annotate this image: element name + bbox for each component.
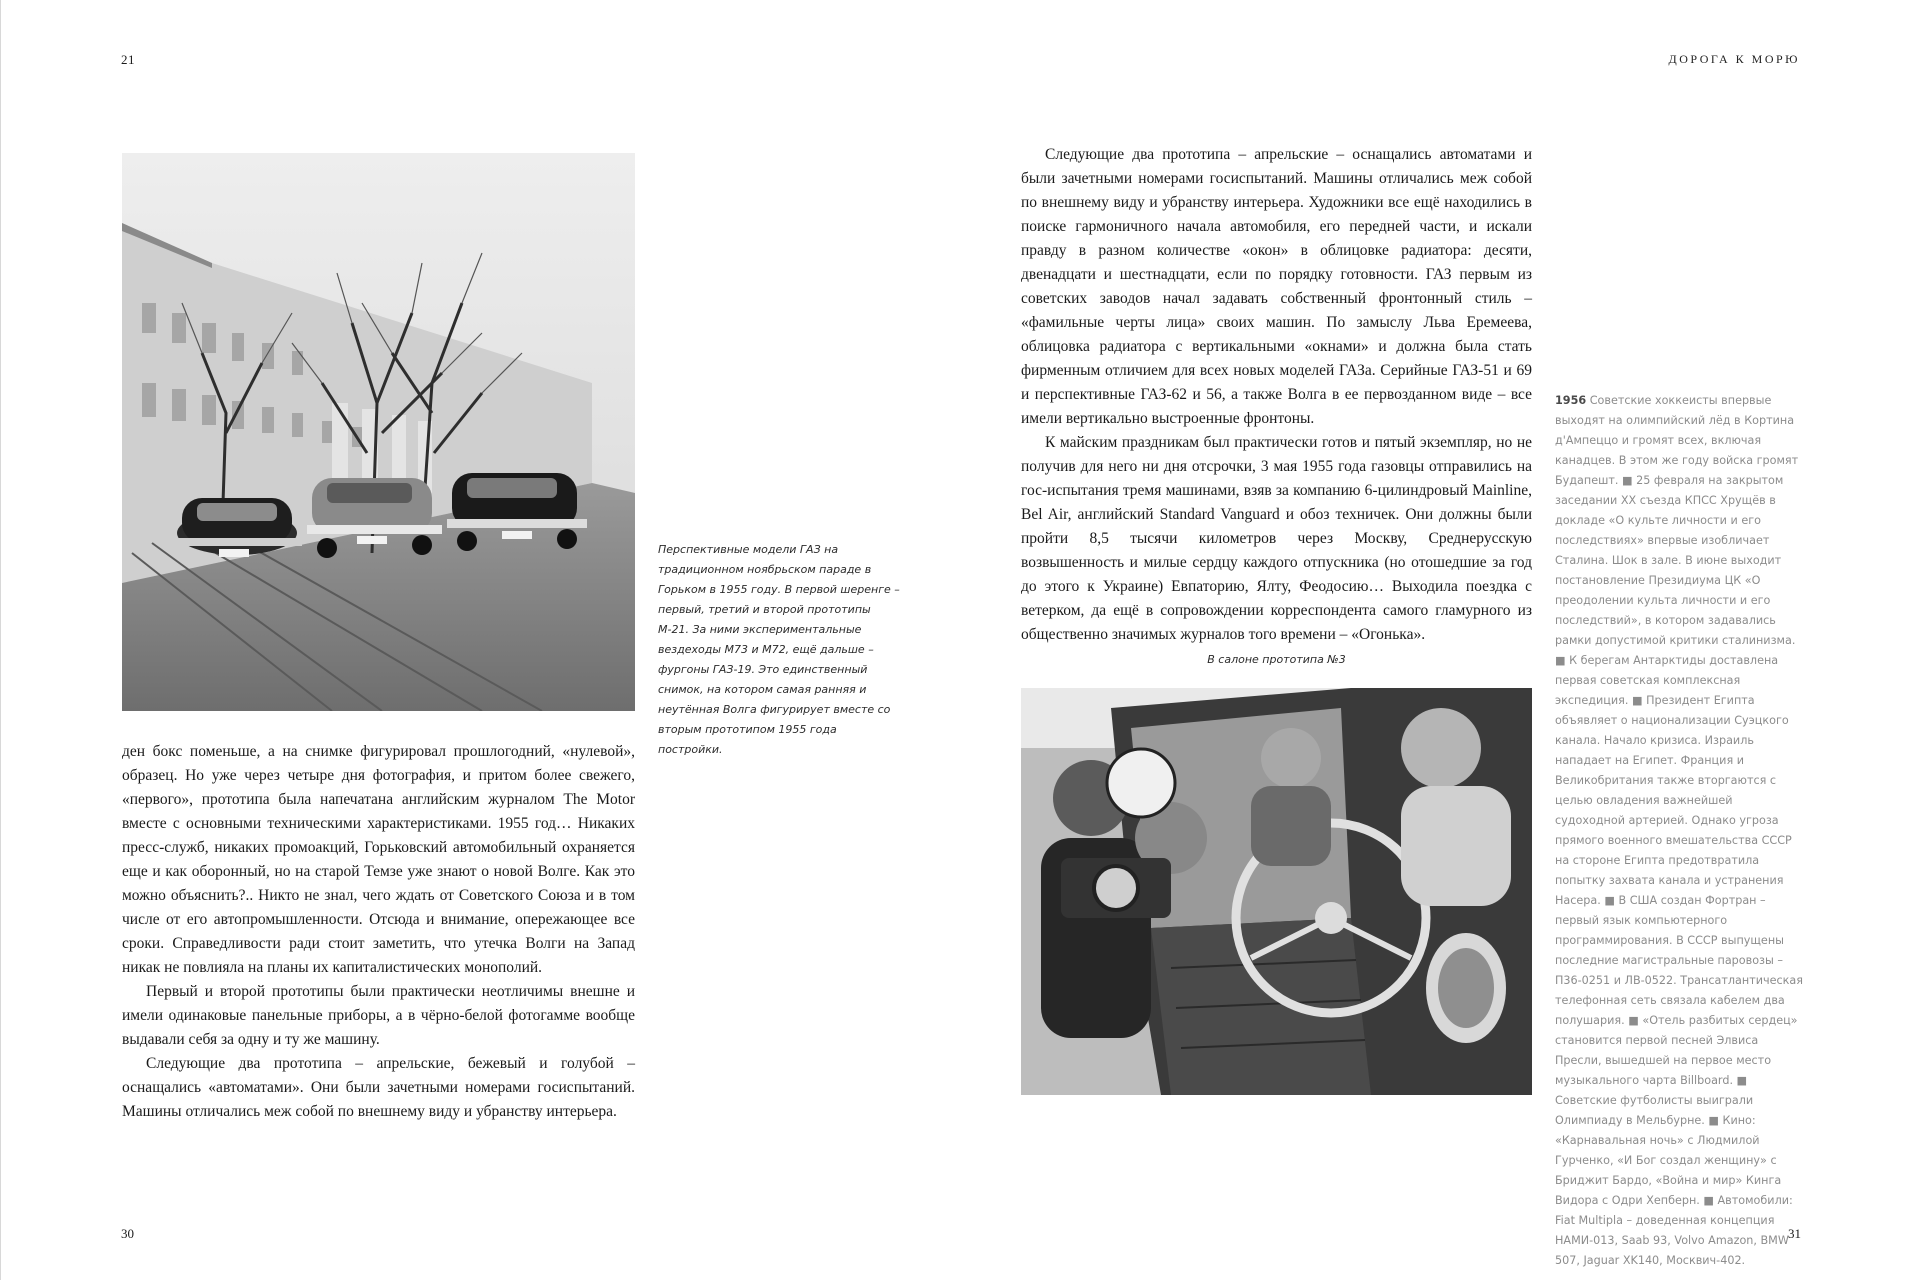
right-paragraph-2: К майским праздникам был практически готов и пятый экземпляр, но не получив для него ни дня отсрочки, 3 мая 1955 года газовцы отправились на гос-испытания тремя машинами, взяв за компанию 6-цилиндровый Mainline, Bel Air, английский Standard Vanguard и обоз техничек. Они должны были пройти 8,5 тысячи километров через Москву, Среднерусскую возвышенность и милые сердцу каждого отпускника (но отошедшие за год до этого к Украине) Евпаторию, Ялту, Феодосию… Выходила поездка с ветерком, да ещё в сопровождении корреспондента самого гламурного из общественно значимых журналов того времени – «Огонька».: [1021, 434, 1532, 643]
left-folio: 30: [121, 1226, 134, 1241]
timeline-year: 1956: [1555, 394, 1587, 407]
left-body-text: [122, 740, 635, 1124]
interior-photo-image: [1021, 688, 1532, 1095]
right-body-text: [1021, 143, 1532, 647]
left-running-number: 21: [121, 52, 135, 67]
left-paragraph-3: Следующие два прототипа – апрельские, бежевый и голубой – оснащались «автоматами». Они были зачетными номерами госиспытаний. Машины отличались меж собой по внешнему виду и убранству интерьера.: [122, 1055, 635, 1120]
interior-photo: [1021, 688, 1532, 1095]
right-folio: 31: [1788, 1226, 1801, 1241]
left-paragraph-2: Первый и второй прототипы были практически неотличимы внешне и имели одинаковые панельные приборы, а в чёрно-белой фотогамме вообще выдавали себя за одну и ту же машину.: [122, 983, 635, 1048]
left-paragraph-1: ден бокс поменьше, а на снимке фигурировал прошлогодний, «нулевой», образец. Но уже через четыре дня фотография, и притом более свежего, «первого», прототипа была напечатана английским журналом The Motor вместе с основными техническими характеристиками. 1955 год… Никаких пресс-служб, никаких промоакций, Горьковский автомобильный охраняется еще и как оборонный, но на старой Темзе уже знают о новой Волге. Как это можно объяснить?.. Никто не знал, чего ждать от Советского Союза и в том числе от его автопромышленности. Отсюда и внимание, опережающее все сроки. Справедливости ради стоит заметить, что утечка Волги на Запад никак не повлияла на планы их капиталистических монополий.: [122, 743, 635, 976]
timeline-text: Советские хоккеисты впервые выходят на олимпийский лёд в Кортина д'Ампеццо и громят всех, включая канадцев. В этом же году войска громят Будапешт. ■ 25 февраля на закрытом заседании XX съезда КПСС Хрущёв в докладе «О культе личности и его последствиях» впервые изобличает Сталина. Шок в зале. В июне выходит постановление Президиума ЦК «О преодолении культа личности и его последствий», в котором задавались рамки допустимой критики сталинизма. ■ К берегам Антарктиды доставлена первая советская комплексная экспедиция. ■ Президент Египта объявляет о национализации Суэцкого канала. Начало кризиса. Израиль нападает на Египет. Франция и Великобритания также вторгаются с целью овладения важнейшей судоходной артерией. Однако угроза прямого военного вмешательства СССР на стороне Египта предотвратила попытку захвата канала и устранения Насера. ■ В США создан Фортран – первый язык компьютерного программирования. В СССР выпущены последние магистральные паровозы – П36-0251 и ЛВ-0522. Трансатлантическая телефонная сеть связала кабелем два полушария. ■ «Отель разбитых сердец» становится первой песней Элвиса Пресли, вышедшей на первое место музыкального чарта Billboard. ■ Советские футболисты выиграли Олимпиаду в Мельбурне. ■ Кино: «Карнавальная ночь» с Людмилой Гурченко, «И Бог создал женщину» с Бриджит Бардо, «Война и мир» Кинга Видора с Одри Хепберн. ■ Автомобили: Fiat Multipla – доведенная концепция НАМИ-013, Saab 93, Volvo Amazon, BMW 507, Jaguar XK140, Москвич-402.: [1555, 394, 1803, 1267]
timeline-sidebar: [1555, 391, 1805, 1271]
parade-photo: [122, 153, 635, 711]
right-running-title: ДОРОГА К МОРЮ: [1668, 52, 1800, 66]
parade-photo-image: [122, 153, 635, 711]
interior-photo-caption: В салоне прототипа №3: [1207, 653, 1346, 666]
parade-photo-caption: Перспективные модели ГАЗ на традиционном ноябрьском параде в Горьком в 1955 году. В первой шеренге – первый, третий и второй прототипы М-21. За ними экспериментальные вездеходы М73 и М72, ещё дальше – фургоны ГАЗ-19. Это единственный снимок, на котором самая ранняя и неутённая Волга фигурирует вместе со вторым прототипом 1955 года постройки.: [658, 543, 900, 756]
right-page: [960, 0, 1920, 1280]
right-paragraph-1: Следующие два прототипа – апрельские – оснащались автоматами и были зачетными номерами госиспытаний. Машины отличались меж собой по внешнему виду и убранству интерьера. Художники все ещё находились в поиске гармоничного начала автомобиля, его передней части, и искали правду в разном количестве «окон» в облицовке радиатора: десяти, двенадцати и шестнадцати, если по порядку готовности. ГАЗ первым из советских заводов начал задавать собственный фронтонный стиль – «фамильные черты лица» своих машин. По замыслу Льва Еремеева, облицовка радиатора с вертикальными «окнами» и должна была стать фирменным отличием для всех новых моделей ГАЗа. Серийные ГАЗ-51 и 69 и перспективные ГАЗ-62 и 56, а также Волга в ее первозданном виде – все имели вертикально выстроенные фронтоны.: [1021, 146, 1532, 427]
